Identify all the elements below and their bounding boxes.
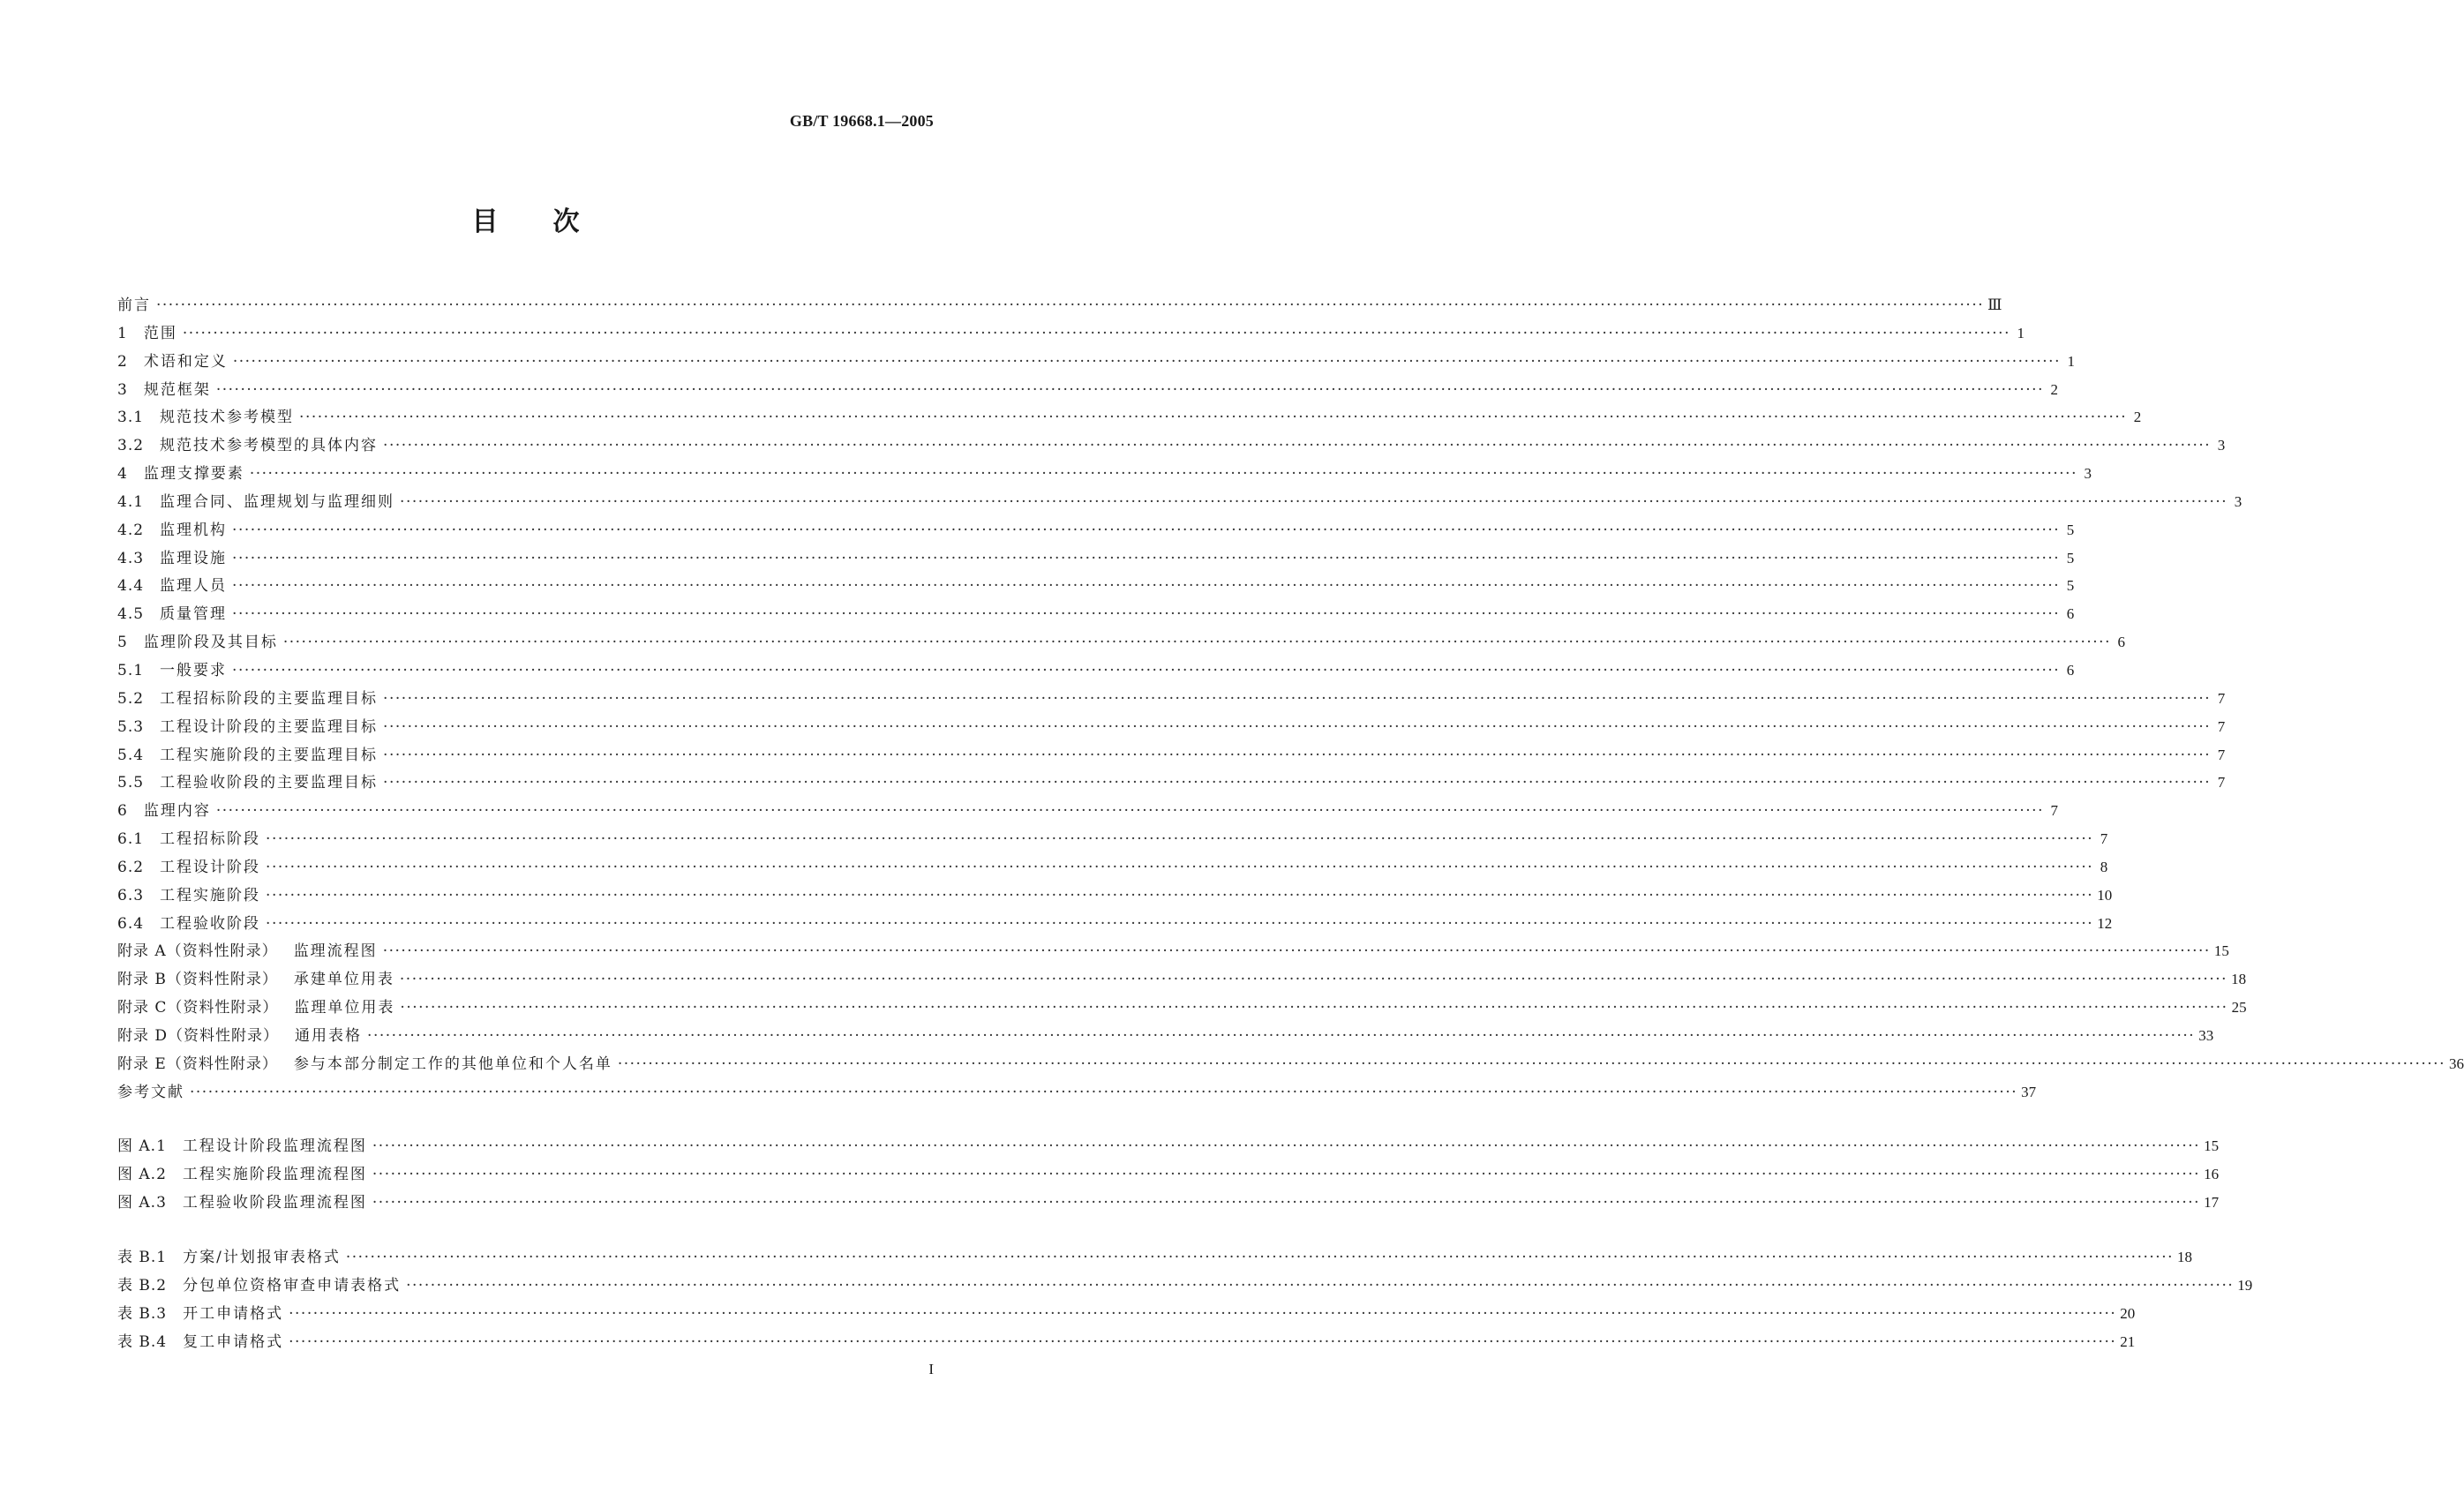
toc-dot-leader: ············································································································································································································································································································ [215, 380, 2044, 399]
toc-entry-number: 图 A.3 [117, 1194, 167, 1212]
toc-dot-leader: ············································································································································································································································································································ [372, 1166, 2201, 1184]
toc-dot-leader: ············································································································································································································································································································ [266, 914, 2094, 933]
toc-entry-number: 4 [117, 465, 128, 484]
toc-dot-leader: ············································································································································································································································································································ [282, 634, 2111, 652]
toc-entry-label: 工程招标阶段的主要监理目标 [160, 689, 379, 708]
toc-entry-number: 5.2 [117, 689, 145, 708]
toc-entry[interactable] [117, 1300, 2136, 1328]
toc-entry[interactable] [117, 965, 2247, 994]
toc-entry-number: 3.1 [117, 409, 145, 427]
toc-entry-number: 附录 E（资料性附录） [117, 1054, 278, 1073]
toc-dot-leader: ············································································································································································································································································································ [406, 1276, 2235, 1295]
toc-entry-number: 表 B.1 [117, 1249, 168, 1266]
toc-entry-label: 分包单位资格审查申请表格式 [183, 1276, 402, 1295]
toc-entry-page-number: 21 [2120, 1332, 2136, 1350]
toc-entry-number: 图 A.2 [117, 1166, 167, 1184]
toc-entry-number: 5.5 [117, 774, 145, 792]
toc-entry-number: 4.1 [117, 492, 145, 511]
toc-entry-page-number: Ⅲ [1987, 296, 2002, 313]
toc-dot-leader: ············································································································································································································································································································ [232, 549, 2061, 567]
toc-entry[interactable] [117, 1328, 2136, 1356]
toc-entry[interactable] [117, 1272, 2253, 1300]
toc-entry[interactable] [117, 376, 2058, 404]
toc-entry[interactable] [117, 572, 2075, 600]
toc-entry-page-number: 3 [2217, 437, 2226, 454]
toc-entry[interactable] [117, 460, 2092, 488]
toc-entry-number: 4.3 [117, 549, 145, 567]
toc-entry-page-number: 12 [2097, 914, 2113, 932]
toc-entry-label: 工程验收阶段监理流程图 [182, 1194, 367, 1212]
toc-entry-page-number: 15 [2204, 1137, 2220, 1155]
toc-entry[interactable] [117, 319, 2025, 348]
table-of-contents [117, 291, 2464, 1355]
toc-entry-label: 通用表格 [295, 1026, 363, 1045]
toc-entry-page-number: 6 [2066, 605, 2075, 623]
toc-entry[interactable] [117, 1160, 2220, 1189]
toc-entry-label: 工程设计阶段的主要监理目标 [160, 717, 379, 736]
toc-dot-leader: ············································································································································································································································································································ [266, 858, 2094, 876]
toc-entry-page-number: 5 [2066, 549, 2075, 567]
toc-dot-leader: ············································································································································································································································································································ [383, 774, 2212, 792]
toc-dot-leader: ············································································································································································································································································································ [232, 605, 2061, 624]
toc-entry[interactable] [117, 937, 2229, 965]
toc-dot-leader: ············································································································································································································································································································ [617, 1054, 2445, 1073]
toc-entry-number: 6.2 [117, 858, 145, 876]
toc-dot-leader: ············································································································································································································································································································ [383, 746, 2212, 764]
toc-entry-number: 3.2 [117, 437, 145, 455]
toc-entry-label: 规范框架 [143, 380, 211, 399]
toc-entry[interactable] [117, 882, 2113, 910]
toc-entry[interactable] [117, 1189, 2220, 1217]
toc-dot-leader: ············································································································································································································································································································ [383, 717, 2212, 736]
toc-dot-leader: ············································································································································································································································································································ [266, 830, 2094, 849]
standard-code: GB/T 19668.1—2005 [789, 112, 934, 130]
toc-entry-page-number: 15 [2213, 942, 2229, 960]
toc-entry-label: 规范技术参考模型 [160, 409, 295, 427]
toc-dot-leader: ············································································································································································································································································································ [399, 971, 2228, 989]
toc-entry-page-number: 10 [2097, 886, 2113, 904]
toc-entry-number: 6.3 [117, 886, 145, 904]
toc-entry-number: 4.2 [117, 521, 145, 539]
toc-entry-label: 术语和定义 [143, 352, 228, 371]
toc-entry-label: 监理机构 [160, 521, 228, 539]
toc-entry-label: 监理合同、监理规划与监理细则 [160, 492, 395, 511]
toc-entry-label: 质量管理 [160, 605, 228, 624]
toc-entry-page-number: 6 [2117, 634, 2125, 651]
toc-entry-page-number: 7 [2217, 774, 2226, 792]
toc-entry-label: 工程实施阶段的主要监理目标 [160, 746, 379, 764]
toc-entry-number: 附录 A（资料性附录） [117, 942, 278, 961]
toc-dot-leader: ············································································································································································································································································································ [266, 886, 2094, 904]
toc-entry[interactable] [117, 488, 2242, 516]
toc-dot-leader: ············································································································································································································································································································ [367, 1026, 2196, 1045]
toc-entry-number: 3 [117, 380, 128, 399]
toc-entry[interactable] [117, 291, 2002, 319]
toc-dot-leader: ············································································································································································································································································································ [372, 1194, 2201, 1212]
toc-dot-leader: ············································································································································································································································································································ [345, 1249, 2175, 1266]
toc-entry-label: 参考文献 [117, 1083, 184, 1101]
page-folio: I [928, 1361, 934, 1377]
toc-entry-number: 4.5 [117, 605, 145, 624]
toc-dot-leader: ············································································································································································································································································································ [232, 577, 2061, 596]
toc-entry[interactable] [117, 348, 2075, 376]
toc-dot-leader: ············································································································································································································································································································ [182, 324, 2010, 342]
toc-entry-page-number: 5 [2066, 521, 2075, 538]
toc-entry-page-number: 2 [2133, 409, 2142, 426]
toc-entry-page-number: 6 [2066, 661, 2075, 679]
toc-entry[interactable] [117, 994, 2247, 1022]
toc-entry[interactable] [117, 797, 2058, 825]
toc-entry[interactable] [117, 600, 2075, 628]
toc-entry-page-number: 17 [2204, 1194, 2220, 1212]
toc-entry-label: 监理人员 [160, 577, 228, 596]
toc-entry-page-number: 37 [2021, 1083, 2037, 1100]
toc-entry-number: 1 [117, 324, 128, 342]
toc-entry-label: 开工申请格式 [183, 1304, 284, 1323]
toc-entry-number: 4.4 [117, 577, 145, 596]
toc-entry-page-number: 8 [2100, 858, 2108, 875]
toc-entry-label: 一般要求 [160, 661, 228, 679]
toc-dot-leader: ············································································································································································································································································································ [400, 492, 2228, 511]
toc-dot-leader: ············································································································································································································································································································ [232, 521, 2061, 539]
toc-entry[interactable] [117, 544, 2075, 573]
toc-entry-number: 表 B.4 [117, 1332, 168, 1351]
toc-entry-page-number: 18 [2231, 971, 2247, 988]
toc-dot-leader: ············································································································································································································································································································ [289, 1304, 2117, 1323]
toc-dot-leader: ············································································································································································································································································································ [232, 661, 2061, 679]
toc-entry-page-number: 18 [2177, 1249, 2193, 1265]
toc-dot-leader: ············································································································································································································································································································ [400, 999, 2228, 1017]
toc-entry-page-number: 20 [2120, 1304, 2136, 1322]
toc-entry-page-number: 7 [2100, 830, 2108, 848]
toc-dot-leader: ············································································································································································································································································································ [190, 1083, 2018, 1101]
toc-entry[interactable] [117, 769, 2226, 797]
toc-entry-label: 工程验收阶段的主要监理目标 [160, 774, 379, 792]
toc-entry-page-number: 5 [2066, 577, 2075, 595]
toc-entry[interactable] [117, 516, 2075, 544]
toc-entry[interactable] [117, 403, 2142, 432]
toc-entry-page-number: 1 [2067, 352, 2075, 370]
toc-table-list [117, 1243, 2253, 1355]
toc-entry[interactable] [117, 825, 2108, 853]
toc-entry[interactable] [117, 1243, 2193, 1272]
toc-entry-label: 承建单位用表 [293, 971, 394, 989]
toc-entry-page-number: 33 [2198, 1026, 2214, 1044]
toc-entry-number: 图 A.1 [117, 1137, 167, 1156]
toc-entry-number: 表 B.2 [117, 1276, 168, 1295]
toc-entry-page-number: 7 [2217, 717, 2226, 735]
toc-entry-label: 参与本部分制定工作的其他单位和个人名单 [293, 1054, 612, 1073]
toc-entry-label: 规范技术参考模型的具体内容 [160, 437, 379, 455]
toc-entry-label: 范围 [143, 324, 177, 342]
toc-entry-label: 监理单位用表 [294, 999, 395, 1017]
toc-entry[interactable] [117, 1132, 2220, 1160]
toc-entry-number: 6 [117, 802, 128, 821]
toc-entry-label: 监理支撑要素 [143, 465, 244, 484]
toc-entry[interactable] [117, 1050, 2464, 1078]
toc-entry-label: 前言 [117, 296, 151, 314]
toc-dot-leader: ············································································································································································································································································································ [383, 689, 2212, 708]
toc-entry-label: 复工申请格式 [183, 1332, 284, 1351]
toc-entry-page-number: 2 [2050, 380, 2058, 398]
toc-entry-number: 附录 B（资料性附录） [117, 971, 278, 989]
toc-entry[interactable] [117, 1078, 2037, 1107]
toc-entry-number: 5.3 [117, 717, 145, 736]
toc-entry-page-number: 7 [2050, 802, 2058, 820]
toc-entry-label: 工程实施阶段监理流程图 [182, 1166, 367, 1184]
toc-entry-page-number: 7 [2217, 689, 2226, 707]
toc-entry-number: 附录 D（资料性附录） [117, 1026, 280, 1045]
toc-dot-leader: ············································································································································································································································································································ [372, 1137, 2201, 1156]
toc-entry[interactable] [117, 713, 2226, 741]
toc-entry-page-number: 3 [2084, 465, 2092, 483]
toc-dot-leader: ············································································································································································································································································································ [289, 1332, 2117, 1351]
toc-entry-number: 表 B.3 [117, 1304, 168, 1323]
toc-entry-page-number: 36 [2448, 1054, 2464, 1072]
toc-entry-number: 6.1 [117, 830, 145, 849]
toc-entry-label: 监理设施 [160, 549, 228, 567]
toc-entry[interactable] [117, 741, 2226, 769]
toc-entry-label: 监理流程图 [293, 942, 378, 961]
toc-dot-leader: ············································································································································································································································································································ [156, 296, 1985, 314]
toc-entry[interactable] [117, 910, 2113, 938]
toc-entry-label: 工程验收阶段 [160, 914, 261, 933]
toc-dot-leader: ············································································································································································································································································································ [215, 802, 2044, 821]
toc-entry[interactable] [117, 432, 2226, 460]
toc-entry-page-number: 3 [2234, 492, 2242, 510]
toc-dot-leader: ············································································································································································································································································································ [382, 942, 2211, 961]
toc-dot-leader: ············································································································································································································································································································ [383, 437, 2212, 455]
toc-entry-page-number: 25 [2231, 999, 2247, 1017]
toc-entry-label: 工程设计阶段监理流程图 [182, 1137, 367, 1156]
page-title: 目次 [471, 206, 635, 237]
toc-dot-leader: ············································································································································································································································································································ [232, 352, 2061, 371]
toc-entry-page-number: 19 [2237, 1276, 2253, 1294]
toc-entry-label: 工程实施阶段 [160, 886, 261, 904]
toc-entry-page-number: 1 [2017, 324, 2025, 341]
toc-entry[interactable] [117, 628, 2125, 657]
toc-entry[interactable] [117, 685, 2226, 713]
toc-dot-leader: ············································································································································································································································································································ [249, 465, 2077, 484]
toc-entry-label: 监理内容 [143, 802, 211, 821]
toc-entry[interactable] [117, 1022, 2214, 1050]
toc-entry-label: 工程招标阶段 [160, 830, 261, 849]
toc-entry-number: 6.4 [117, 914, 145, 933]
toc-entry-number: 5.4 [117, 746, 145, 764]
toc-entry-label: 方案/计划报审表格式 [183, 1249, 341, 1266]
toc-figure-list [117, 1132, 2220, 1217]
toc-main-list [117, 291, 2464, 1106]
toc-entry-label: 监理阶段及其目标 [143, 634, 278, 652]
toc-entry[interactable] [117, 657, 2075, 685]
toc-entry-number: 5.1 [117, 661, 145, 679]
toc-entry[interactable] [117, 853, 2108, 882]
toc-entry-page-number: 7 [2217, 746, 2226, 763]
toc-entry-number: 附录 C（资料性附录） [117, 999, 279, 1017]
toc-dot-leader: ············································································································································································································································································································ [299, 409, 2128, 427]
toc-entry-label: 工程设计阶段 [160, 858, 261, 876]
toc-entry-page-number: 16 [2204, 1166, 2220, 1183]
toc-entry-number: 2 [117, 352, 128, 371]
toc-entry-number: 5 [117, 634, 128, 652]
